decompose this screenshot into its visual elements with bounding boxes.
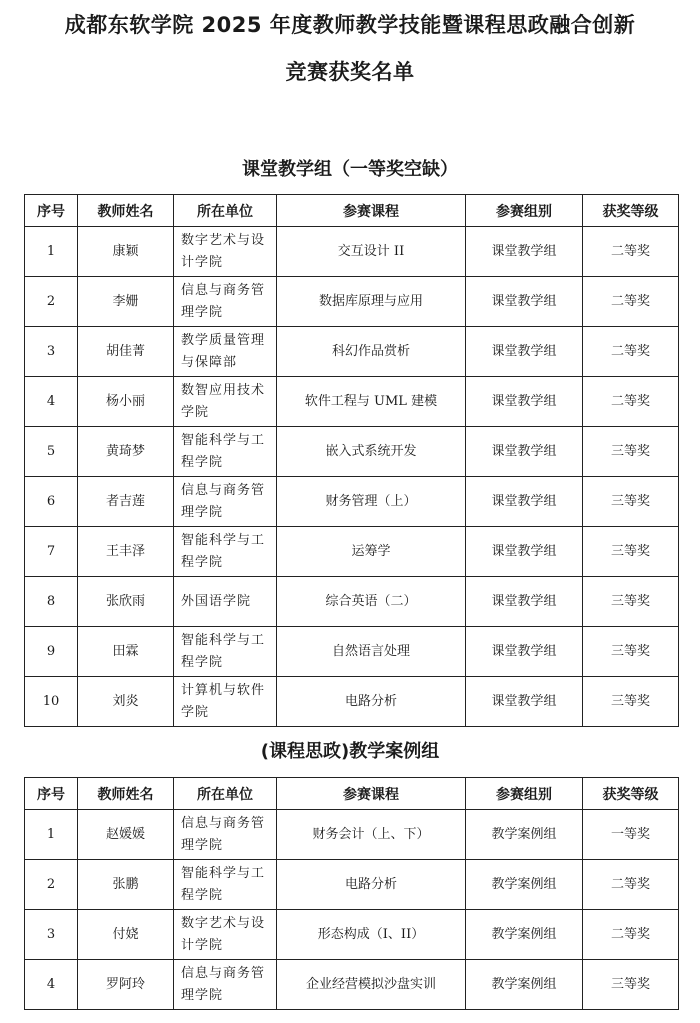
table-row [25,860,679,910]
cell-unit [174,677,277,727]
cell-course: 财务管理（上） [277,477,466,527]
header-unit: 所在单位 [174,195,277,227]
header-no: 序号 [25,195,78,227]
unit-text: 信息与商务管理学院 [181,965,266,1003]
cell-no: 7 [25,527,78,577]
cell-award: 二等奖 [583,277,679,327]
cell-course: 自然语言处理 [277,627,466,677]
cell-group: 教学案例组 [466,860,583,910]
unit-text: 智能科学与工程学院 [181,432,266,470]
unit-text: 计算机与软件学院 [181,682,266,720]
cell-no: 8 [25,577,78,627]
header-name: 教师姓名 [78,778,174,810]
cell-group: 课堂教学组 [466,527,583,577]
cell-teacher-name: 胡佳菁 [78,327,174,377]
cell-course: 形态构成（I、II） [277,910,466,960]
table-row [25,677,679,727]
cell-unit [174,277,277,327]
cell-no: 2 [25,277,78,327]
cell-award: 三等奖 [583,577,679,627]
cell-unit [174,810,277,860]
cell-no: 1 [25,810,78,860]
cell-teacher-name: 者吉莲 [78,477,174,527]
cell-course: 嵌入式系统开发 [277,427,466,477]
cell-group: 课堂教学组 [466,377,583,427]
document-title-line-2: 竞赛获奖名单 [285,60,415,84]
header-name: 教师姓名 [78,195,174,227]
cell-group: 课堂教学组 [466,477,583,527]
cell-no: 9 [25,627,78,677]
cell-course: 企业经营模拟沙盘实训 [277,960,466,1010]
unit-text: 数智应用技术学院 [181,382,266,420]
section-title-classroom: 课堂教学组（一等奖空缺） [242,159,458,180]
header-group: 参赛组别 [466,195,583,227]
cell-group: 课堂教学组 [466,577,583,627]
header-no: 序号 [25,778,78,810]
cell-teacher-name: 付娆 [78,910,174,960]
cell-teacher-name: 赵媛媛 [78,810,174,860]
cell-no: 4 [25,960,78,1010]
cell-unit [174,860,277,910]
cell-unit [174,960,277,1010]
cell-unit [174,427,277,477]
cell-group: 课堂教学组 [466,427,583,477]
header-course: 参赛课程 [277,778,466,810]
table-row [25,627,679,677]
cell-teacher-name: 刘炎 [78,677,174,727]
table-header-row [25,778,679,810]
table-row [25,377,679,427]
header-award: 获奖等级 [583,195,679,227]
cell-course: 财务会计（上、下） [277,810,466,860]
unit-text: 信息与商务管理学院 [181,482,266,520]
unit-text: 教学质量管理与保障部 [181,332,266,370]
table-row [25,810,679,860]
cell-teacher-name: 李姗 [78,277,174,327]
table-body [25,810,679,1010]
table-row [25,527,679,577]
cell-teacher-name: 康颖 [78,227,174,277]
cell-unit [174,627,277,677]
cell-teacher-name: 罗阿玲 [78,960,174,1010]
cell-group: 课堂教学组 [466,327,583,377]
table-row [25,960,679,1010]
cell-unit [174,577,277,627]
cell-group: 教学案例组 [466,810,583,860]
cell-award: 二等奖 [583,327,679,377]
unit-text: 信息与商务管理学院 [181,282,266,320]
awards-table-case [24,777,679,1010]
document-title-line-1: 成都东软学院 2025 年度教师教学技能暨课程思政融合创新 [64,13,636,37]
cell-unit [174,477,277,527]
cell-course: 电路分析 [277,860,466,910]
unit-text: 外国语学院 [181,593,252,609]
table-row [25,277,679,327]
cell-course: 科幻作品赏析 [277,327,466,377]
cell-unit [174,327,277,377]
cell-group: 课堂教学组 [466,227,583,277]
table-row [25,427,679,477]
cell-teacher-name: 王丰泽 [78,527,174,577]
cell-course: 软件工程与 UML 建模 [277,377,466,427]
unit-text: 信息与商务管理学院 [181,815,266,853]
cell-course: 交互设计 II [277,227,466,277]
cell-unit [174,527,277,577]
header-course: 参赛课程 [277,195,466,227]
cell-course: 电路分析 [277,677,466,727]
header-unit: 所在单位 [174,778,277,810]
table-row [25,327,679,377]
table-row [25,577,679,627]
unit-text: 数字艺术与设计学院 [181,915,266,953]
cell-award: 二等奖 [583,910,679,960]
cell-course: 综合英语（二） [277,577,466,627]
awards-table-classroom [24,194,679,727]
cell-course: 运筹学 [277,527,466,577]
cell-award: 二等奖 [583,860,679,910]
cell-award: 三等奖 [583,960,679,1010]
cell-no: 3 [25,910,78,960]
cell-award: 三等奖 [583,677,679,727]
section-title-case: (课程思政)教学案例组 [260,741,440,762]
cell-group: 课堂教学组 [466,677,583,727]
cell-award: 二等奖 [583,227,679,277]
header-award: 获奖等级 [583,778,679,810]
table-row [25,910,679,960]
cell-unit [174,227,277,277]
cell-no: 5 [25,427,78,477]
cell-award: 三等奖 [583,477,679,527]
cell-teacher-name: 张鹏 [78,860,174,910]
cell-award: 二等奖 [583,377,679,427]
unit-text: 智能科学与工程学院 [181,865,266,903]
cell-unit [174,910,277,960]
cell-no: 4 [25,377,78,427]
cell-course: 数据库原理与应用 [277,277,466,327]
cell-group: 教学案例组 [466,910,583,960]
cell-unit [174,377,277,427]
cell-award: 三等奖 [583,627,679,677]
cell-teacher-name: 田霖 [78,627,174,677]
unit-text: 数字艺术与设计学院 [181,232,266,270]
cell-award: 三等奖 [583,527,679,577]
cell-teacher-name: 张欣雨 [78,577,174,627]
table-header-row [25,195,679,227]
cell-award: 一等奖 [583,810,679,860]
header-group: 参赛组别 [466,778,583,810]
cell-no: 3 [25,327,78,377]
cell-group: 课堂教学组 [466,627,583,677]
cell-group: 教学案例组 [466,960,583,1010]
cell-teacher-name: 黄琦梦 [78,427,174,477]
cell-no: 10 [25,677,78,727]
cell-no: 6 [25,477,78,527]
cell-teacher-name: 杨小丽 [78,377,174,427]
unit-text: 智能科学与工程学院 [181,632,266,670]
cell-no: 1 [25,227,78,277]
table-row [25,477,679,527]
cell-group: 课堂教学组 [466,277,583,327]
table-row [25,227,679,277]
cell-award: 三等奖 [583,427,679,477]
unit-text: 智能科学与工程学院 [181,532,266,570]
table-body [25,227,679,727]
cell-no: 2 [25,860,78,910]
